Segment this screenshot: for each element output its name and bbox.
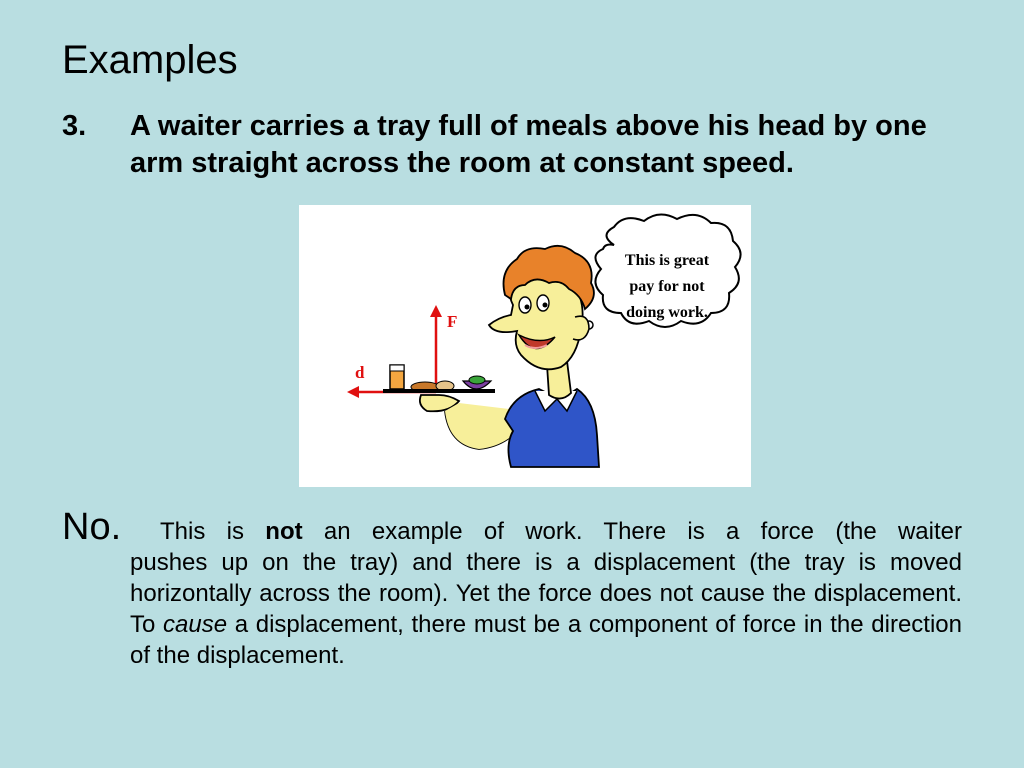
answer-body	[130, 547, 962, 671]
answer-emphasis-not: not	[265, 518, 303, 545]
example-number: 3.	[62, 110, 87, 142]
thought-bubble	[575, 214, 741, 331]
waiter-shirt	[505, 389, 599, 467]
waiter-cartoon-graphic	[299, 205, 751, 487]
example-text: A waiter carries a tray full of meals above his head by one arm straight across the room at constant speed.	[130, 110, 927, 179]
displacement-label: d	[355, 363, 365, 382]
answer-first-line	[62, 506, 962, 548]
answer-emphasis-cause: cause	[163, 611, 228, 638]
waiter-head	[489, 246, 594, 369]
force-arrow	[430, 305, 457, 385]
answer-explanation	[62, 506, 962, 671]
thought-bubble-line-1: This is great	[624, 252, 710, 269]
answer-lead: No.	[62, 506, 122, 548]
tray	[383, 365, 495, 393]
answer-text-1: This is	[160, 518, 244, 545]
slide-title: Examples	[62, 38, 238, 82]
answer-text-4: a displacement, there must be a component of force in the direction of the displacement.	[130, 611, 962, 669]
answer-text-3: pushes up on the tray) and there is a displacement (the tray is moved horizontally across the room). Yet the force does not cause the displacement. To	[130, 549, 962, 638]
answer-text-2: an example of work. There is a force (the waiter	[323, 518, 962, 545]
waiter-illustration	[299, 205, 751, 487]
example-statement	[62, 108, 962, 181]
force-label: F	[447, 312, 458, 331]
thought-bubble-line-2: pay for not	[629, 278, 705, 295]
thought-bubble-line-3: doing work.	[626, 304, 708, 321]
